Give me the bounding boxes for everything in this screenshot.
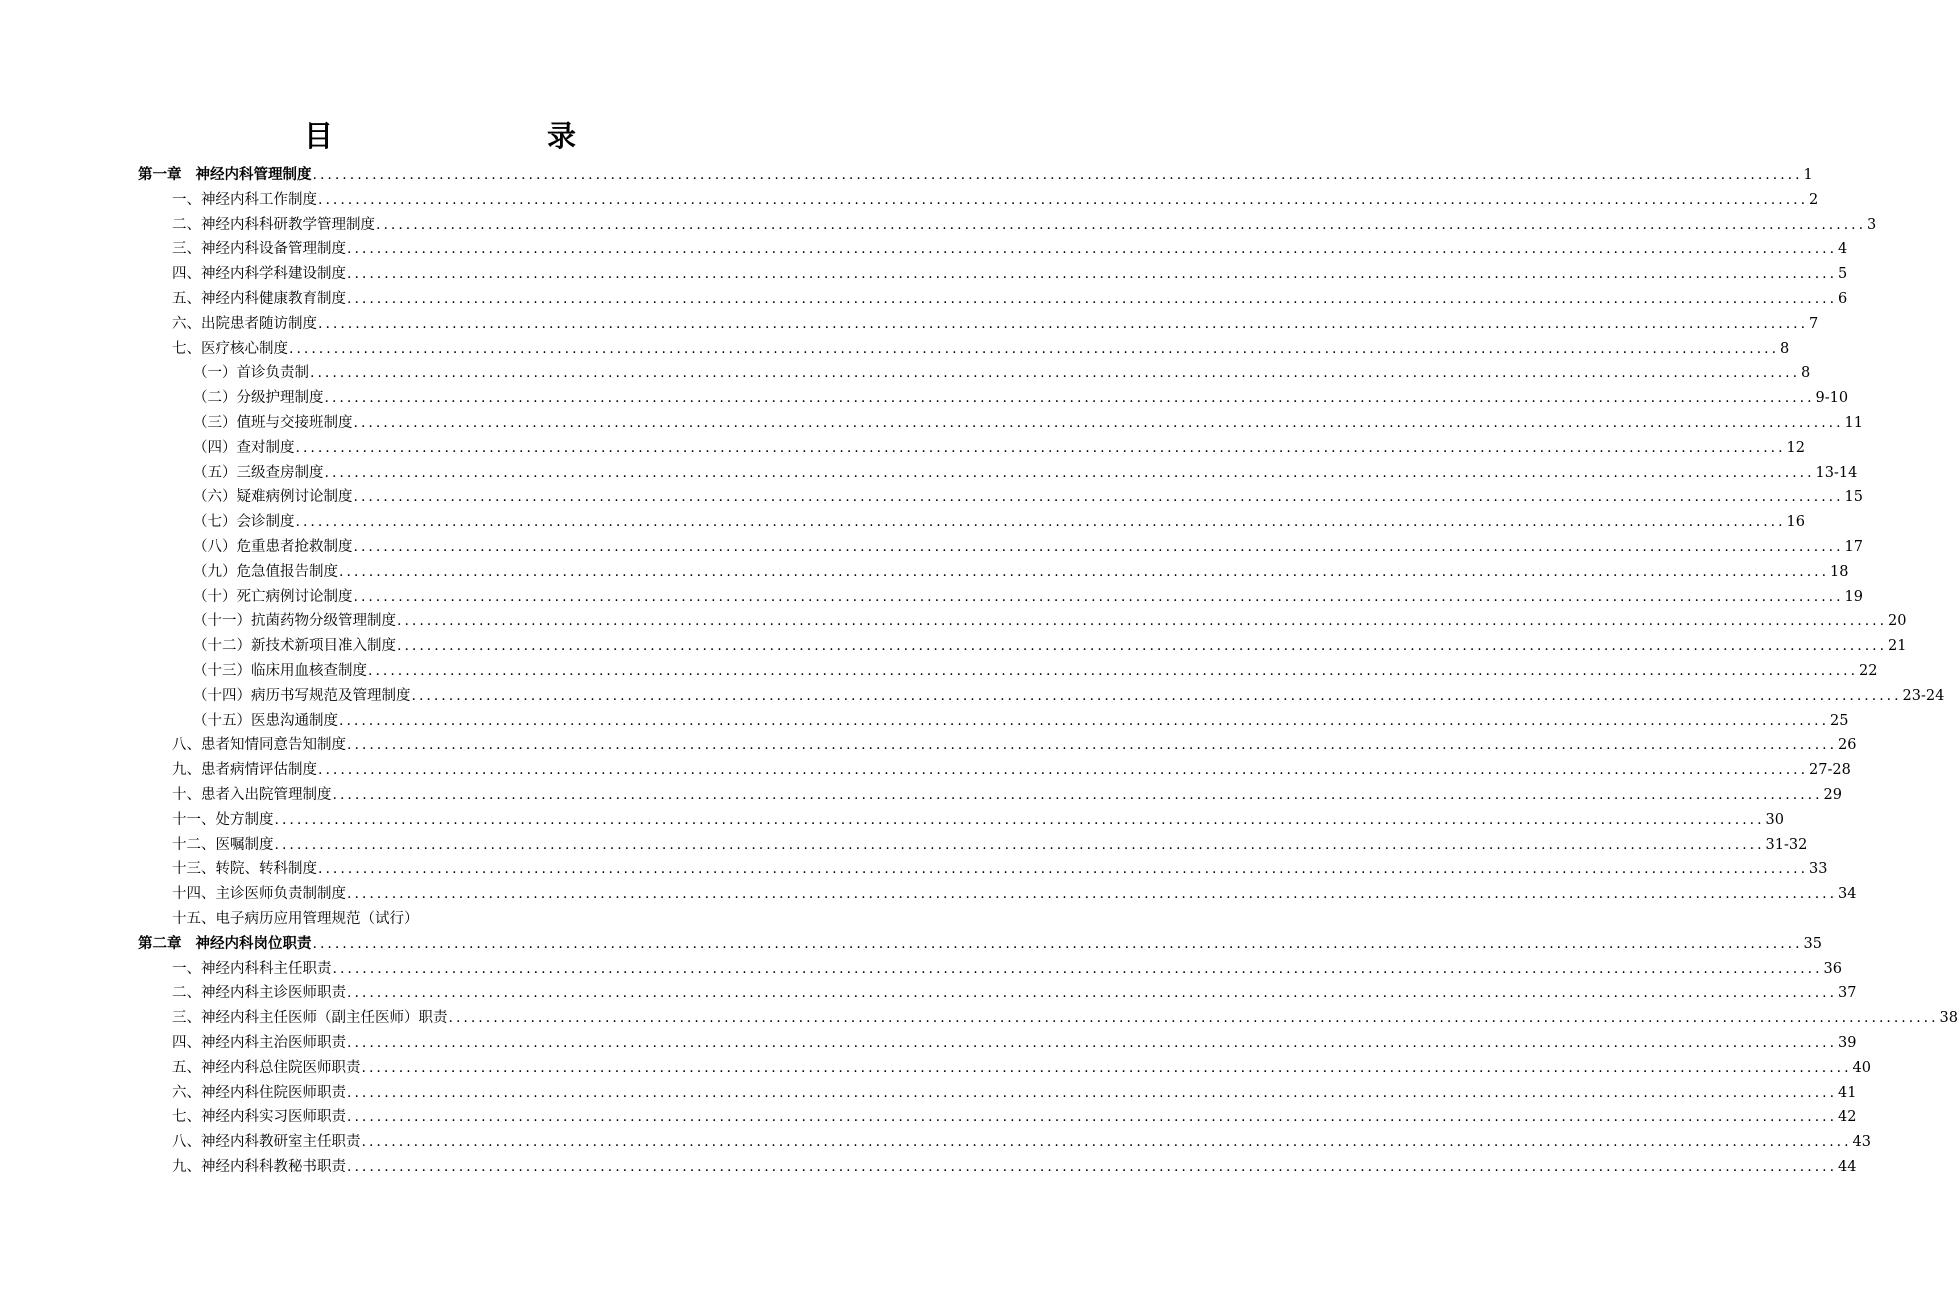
- toc-page-number: 9-10: [1815, 390, 1849, 407]
- toc-entry-label: （四）查对制度: [193, 439, 295, 456]
- toc-entry-row[interactable]: [193, 459, 1858, 483]
- dot-leader: ........................................................................................................................................................................................................: [361, 1134, 1852, 1151]
- dot-leader: ........................................................................................................................................................................................................: [312, 935, 1803, 952]
- toc-page-number: 36: [1823, 960, 1842, 977]
- toc-page-number: 4: [1838, 241, 1848, 258]
- toc-page-number: 27-28: [1809, 762, 1851, 779]
- toc-page-number: 29: [1823, 787, 1842, 803]
- toc-entry-label: （十四）病历书写规范及管理制度: [193, 687, 411, 704]
- dot-leader: ........................................................................................................................................................................................................: [318, 315, 1809, 332]
- toc-page-number: 8: [1780, 340, 1790, 357]
- toc-entry-label: [138, 165, 312, 185]
- toc-entry-row[interactable]: [193, 682, 1945, 706]
- dot-leader: ........................................................................................................................................................................................................: [318, 861, 1809, 878]
- toc-entry-row[interactable]: [172, 756, 1851, 780]
- toc-entry-label: 四、神经内科学科建设制度: [172, 266, 346, 283]
- dot-leader: ........................................................................................................................................................................................................: [376, 216, 1867, 233]
- toc-entry-label: 七、医疗核心制度: [172, 340, 288, 357]
- dot-leader: ........................................................................................................................................................................................................: [318, 762, 1809, 779]
- toc-entry-label: （十三）临床用血核查制度: [193, 663, 367, 679]
- toc-entry-label: （五）三级查房制度: [193, 464, 324, 481]
- toc-page-number: 21: [1888, 638, 1907, 655]
- toc-page-number: 11: [1844, 415, 1863, 431]
- toc-page-number: 20: [1888, 613, 1907, 630]
- toc-entry-label: 十、患者入出院管理制度: [172, 787, 332, 803]
- toc-entry-row[interactable]: [172, 1004, 1958, 1028]
- toc-page-number: 8: [1801, 365, 1811, 382]
- dot-leader: ........................................................................................................................................................................................................: [318, 191, 1809, 208]
- dot-leader: ........................................................................................................................................................................................................: [289, 340, 1780, 357]
- dot-leader: ........................................................................................................................................................................................................: [353, 489, 1844, 506]
- toc-entry-label: （十一）抗菌药物分级管理制度: [193, 613, 396, 630]
- dot-leader: ........................................................................................................................................................................................................: [411, 687, 1902, 704]
- toc-entry-label: 二、神经内科主诊医师职责: [172, 985, 346, 1002]
- toc-page-number: 25: [1830, 712, 1849, 729]
- toc-entry-label: 一、神经内科科主任职责: [172, 960, 332, 977]
- toc-entry-label: （二）分级护理制度: [193, 390, 324, 407]
- dot-leader: ........................................................................................................................................................................................................: [347, 291, 1838, 307]
- dot-leader: ........................................................................................................................................................................................................: [397, 638, 1888, 655]
- toc-chapter-row[interactable]: [138, 161, 1813, 185]
- toc-entry-row[interactable]: [172, 235, 1848, 259]
- toc-entry-row[interactable]: [193, 657, 1878, 681]
- toc-page-number: 44: [1838, 1159, 1857, 1175]
- toc-entry-label: 四、神经内科主治医师职责: [172, 1035, 346, 1051]
- toc-page-number: 3: [1867, 216, 1877, 233]
- dot-leader: ........................................................................................................................................................................................................: [339, 563, 1830, 580]
- toc-entry-label: 十四、主诊医师负责制制度: [172, 886, 346, 903]
- toc-page-number: 12: [1786, 439, 1805, 456]
- toc-page-number: 42: [1838, 1109, 1857, 1126]
- toc-entry-label: 六、神经内科住院医师职责: [172, 1084, 346, 1101]
- toc-page-number: 18: [1830, 563, 1849, 580]
- toc-page-number: 13-14: [1815, 464, 1858, 481]
- toc-entry-row[interactable]: [193, 533, 1863, 557]
- toc-entry-label: 十五、电子病历应用管理规范（试行）: [172, 911, 419, 927]
- toc-page-number: 2: [1809, 191, 1819, 208]
- dot-leader: ........................................................................................................................................................................................................: [274, 811, 1765, 828]
- toc-entry-label: （十五）医患沟通制度: [193, 712, 338, 729]
- toc-entry-label: 七、神经内科实习医师职责: [172, 1109, 346, 1126]
- toc-entry-row[interactable]: [172, 979, 1857, 1003]
- toc-entry-row[interactable]: [172, 731, 1857, 755]
- toc-page-number: 19: [1844, 588, 1863, 605]
- toc-entry-label: 三、神经内科主任医师（副主任医师）职责: [172, 1010, 448, 1027]
- toc-entry-row[interactable]: [172, 260, 1848, 284]
- dot-leader: ........................................................................................................................................................................................................: [397, 613, 1888, 630]
- dot-leader: ........................................................................................................................................................................................................: [310, 365, 1801, 382]
- toc-entry-row[interactable]: [193, 607, 1907, 631]
- toc-page-number: 40: [1852, 1059, 1871, 1076]
- toc-entry-row[interactable]: [193, 508, 1805, 532]
- toc-entry-row[interactable]: [193, 434, 1805, 458]
- dot-leader: ........................................................................................................................................................................................................: [332, 960, 1823, 977]
- toc-entry-row[interactable]: [172, 285, 1848, 309]
- toc-page-number: 31-32: [1765, 836, 1808, 853]
- toc-page-number: 33: [1809, 861, 1828, 878]
- toc-entry-row[interactable]: [193, 632, 1907, 656]
- dot-leader: ........................................................................................................................................................................................................: [295, 514, 1786, 531]
- toc-entry-label: （十）死亡病例讨论制度: [193, 588, 353, 605]
- toc-entry-row[interactable]: [193, 583, 1863, 607]
- toc-entry-row[interactable]: [193, 558, 1849, 582]
- toc-entry-label: （一）首诊负责制: [193, 365, 309, 382]
- toc-entry-label: [138, 934, 312, 954]
- toc-entry-label: 九、神经内科科教秘书职责: [172, 1159, 346, 1175]
- toc-page-number: 39: [1838, 1035, 1857, 1051]
- toc-page-number: 6: [1838, 291, 1848, 307]
- toc-entry-row[interactable]: [172, 310, 1819, 334]
- dot-leader: ........................................................................................................................................................................................................: [324, 390, 1815, 407]
- toc-entry-label: （七）会诊制度: [193, 514, 295, 531]
- toc-page-number: 16: [1786, 514, 1805, 531]
- toc-entry-label: （八）危重患者抢救制度: [193, 539, 353, 555]
- page-title: 目 录: [303, 119, 628, 153]
- dot-leader: ........................................................................................................................................................................................................: [295, 439, 1786, 456]
- toc-entry-row[interactable]: [193, 359, 1811, 383]
- toc-entry-label: 五、神经内科健康教育制度: [172, 291, 346, 307]
- toc-page-number: 5: [1838, 266, 1848, 283]
- toc-entry-label: 三、神经内科设备管理制度: [172, 241, 346, 258]
- toc-page-number: 17: [1844, 539, 1863, 555]
- chapter-title: 神经内科岗位职责: [195, 934, 312, 952]
- toc-chapter-row[interactable]: [138, 930, 1822, 954]
- toc-entry-label: 五、神经内科总住院医师职责: [172, 1059, 361, 1076]
- dot-leader: ........................................................................................................................................................................................................: [347, 737, 1838, 754]
- toc-entry-row[interactable]: [193, 707, 1849, 731]
- toc-entry-label: 九、患者病情评估制度: [172, 762, 317, 779]
- dot-leader: ........................................................................................................................................................................................................: [353, 588, 1844, 605]
- toc-page-number: 1: [1803, 167, 1813, 183]
- dot-leader: ........................................................................................................................................................................................................: [274, 836, 1765, 853]
- toc-page-number: 34: [1838, 886, 1857, 903]
- chapter-number: 第二章: [138, 934, 182, 952]
- toc-entry-label: 八、患者知情同意告知制度: [172, 737, 346, 754]
- dot-leader: ........................................................................................................................................................................................................: [361, 1059, 1852, 1076]
- toc-page-number: 41: [1838, 1084, 1857, 1101]
- dot-leader: ........................................................................................................................................................................................................: [324, 464, 1815, 481]
- toc-page-number: 37: [1838, 985, 1857, 1002]
- toc-entry-row[interactable]: [172, 1029, 1857, 1053]
- toc-page-number: 30: [1765, 811, 1784, 828]
- dot-leader: ........................................................................................................................................................................................................: [347, 985, 1838, 1002]
- toc-entry-label: 六、出院患者随访制度: [172, 315, 317, 332]
- dot-leader: ........................................................................................................................................................................................................: [347, 1084, 1838, 1101]
- toc-entry-row[interactable]: [193, 483, 1863, 507]
- toc-entry-row[interactable]: [172, 1103, 1857, 1127]
- toc-entry-row[interactable]: [172, 1153, 1857, 1177]
- dot-leader: ........................................................................................................................................................................................................: [347, 1109, 1838, 1126]
- toc-entry-row[interactable]: [172, 855, 1828, 879]
- toc-page-number: 15: [1844, 489, 1863, 506]
- toc-entry-row[interactable]: [172, 211, 1877, 235]
- dot-leader: ........................................................................................................................................................................................................: [339, 712, 1830, 729]
- toc-entry-row[interactable]: [172, 905, 790, 929]
- dot-leader: ........................................................................................................................................................................................................: [347, 266, 1838, 283]
- toc-page-number: 38: [1939, 1010, 1958, 1027]
- toc-entry-label: （三）值班与交接班制度: [193, 415, 353, 431]
- toc-entry-row[interactable]: [172, 1079, 1857, 1103]
- toc-entry-row[interactable]: [172, 781, 1842, 805]
- toc-entry-row[interactable]: [172, 335, 1790, 359]
- toc-entry-label: 一、神经内科工作制度: [172, 191, 317, 208]
- dot-leader: ........................................................................................................................................................................................................: [448, 1010, 1939, 1027]
- toc-page-number: 22: [1859, 663, 1878, 679]
- toc-entry-row[interactable]: [172, 806, 1784, 830]
- toc-entry-row[interactable]: [172, 1054, 1871, 1078]
- toc-entry-row[interactable]: [172, 186, 1819, 210]
- dot-leader: ........................................................................................................................................................................................................: [347, 1159, 1838, 1175]
- toc-entry-row[interactable]: [172, 831, 1808, 855]
- toc-entry-label: 二、神经内科科研教学管理制度: [172, 216, 375, 233]
- dot-leader: ........................................................................................................................................................................................................: [347, 241, 1838, 258]
- dot-leader: ........................................................................................................................................................................................................: [353, 415, 1844, 431]
- toc-page-number: 43: [1852, 1134, 1871, 1151]
- dot-leader: ........................................................................................................................................................................................................: [368, 663, 1859, 679]
- toc-entry-label: （六）疑难病例讨论制度: [193, 489, 353, 506]
- toc-page-number: 7: [1809, 315, 1819, 332]
- toc-entry-row[interactable]: [172, 955, 1842, 979]
- toc-entry-label: 十一、处方制度: [172, 811, 274, 828]
- toc-page-number: 23-24: [1902, 687, 1945, 704]
- dot-leader: ........................................................................................................................................................................................................: [312, 167, 1803, 183]
- dot-leader: ........................................................................................................................................................................................................: [353, 539, 1844, 555]
- toc-page-number: 35: [1803, 935, 1822, 952]
- dot-leader: ........................................................................................................................................................................................................: [332, 787, 1823, 803]
- dot-leader: ........................................................................................................................................................................................................: [347, 1035, 1838, 1051]
- toc-entry-label: 八、神经内科教研室主任职责: [172, 1134, 361, 1151]
- chapter-title: 神经内科管理制度: [195, 166, 312, 183]
- chapter-number: 第一章: [138, 166, 182, 183]
- toc-entry-label: 十三、转院、转科制度: [172, 861, 317, 878]
- toc-entry-label: （九）危急值报告制度: [193, 563, 338, 580]
- toc-page-number: 26: [1838, 737, 1857, 754]
- dot-leader: ........................................................................................................................................................................................................: [347, 886, 1838, 903]
- toc-entry-row[interactable]: [172, 880, 1857, 904]
- toc-entry-label: 十二、医嘱制度: [172, 836, 274, 853]
- toc-entry-row[interactable]: [193, 384, 1849, 408]
- toc-entry-label: （十二）新技术新项目准入制度: [193, 638, 396, 655]
- toc-entry-row[interactable]: [193, 409, 1863, 433]
- toc-entry-row[interactable]: [172, 1128, 1871, 1152]
